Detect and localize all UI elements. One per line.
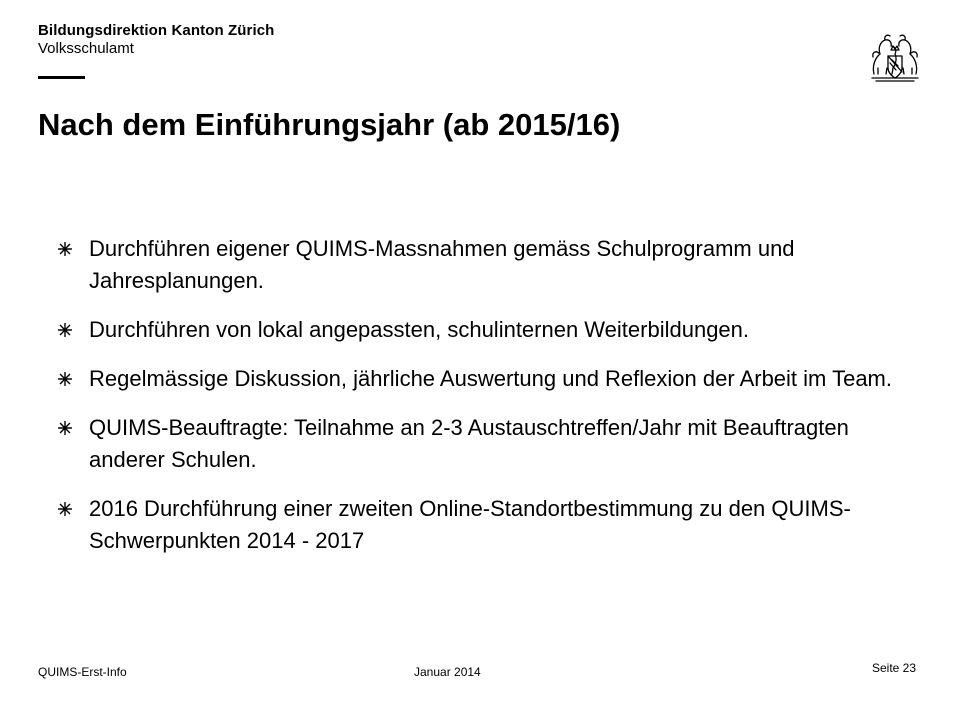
asterisk-star-icon [58,502,72,516]
footer-page-number: Seite 23 [872,661,917,675]
list-item [58,363,918,395]
bullet-text: QUIMS-Beauftragte: Teilnahme an 2-3 Austauschtreffen/Jahr mit Beauftragten anderer Schulen. [89,415,849,472]
list-item [58,233,918,297]
asterisk-star-icon [58,421,72,435]
footer-date: Januar 2014 [414,665,481,679]
list-item [58,412,918,476]
department-name: Volksschulamt [38,40,134,57]
bullet-text: 2016 Durchführung einer zweiten Online-Standortbestimmung zu den QUIMS-Schwerpunkten 2014 - 2017 [89,496,851,553]
list-item [58,314,918,346]
bullet-list [58,233,918,574]
canton-zurich-crest-icon [866,28,924,86]
slide-title: Nach dem Einführungsjahr (ab 2015/16) [38,107,621,142]
header-rule [38,76,85,79]
asterisk-star-icon [58,323,72,337]
bullet-text: Durchführen eigener QUIMS-Massnahmen gemäss Schulprogramm und Jahresplanungen. [89,236,795,293]
bullet-text: Durchführen von lokal angepassten, schulinternen Weiterbildungen. [89,317,750,342]
org-name: Bildungsdirektion Kanton Zürich [38,22,275,39]
footer-presentation-name: QUIMS-Erst-Info [38,665,127,679]
bullet-text: Regelmässige Diskussion, jährliche Auswertung und Reflexion der Arbeit im Team. [89,366,892,391]
asterisk-star-icon [58,242,72,256]
list-item [58,493,918,557]
asterisk-star-icon [58,372,72,386]
